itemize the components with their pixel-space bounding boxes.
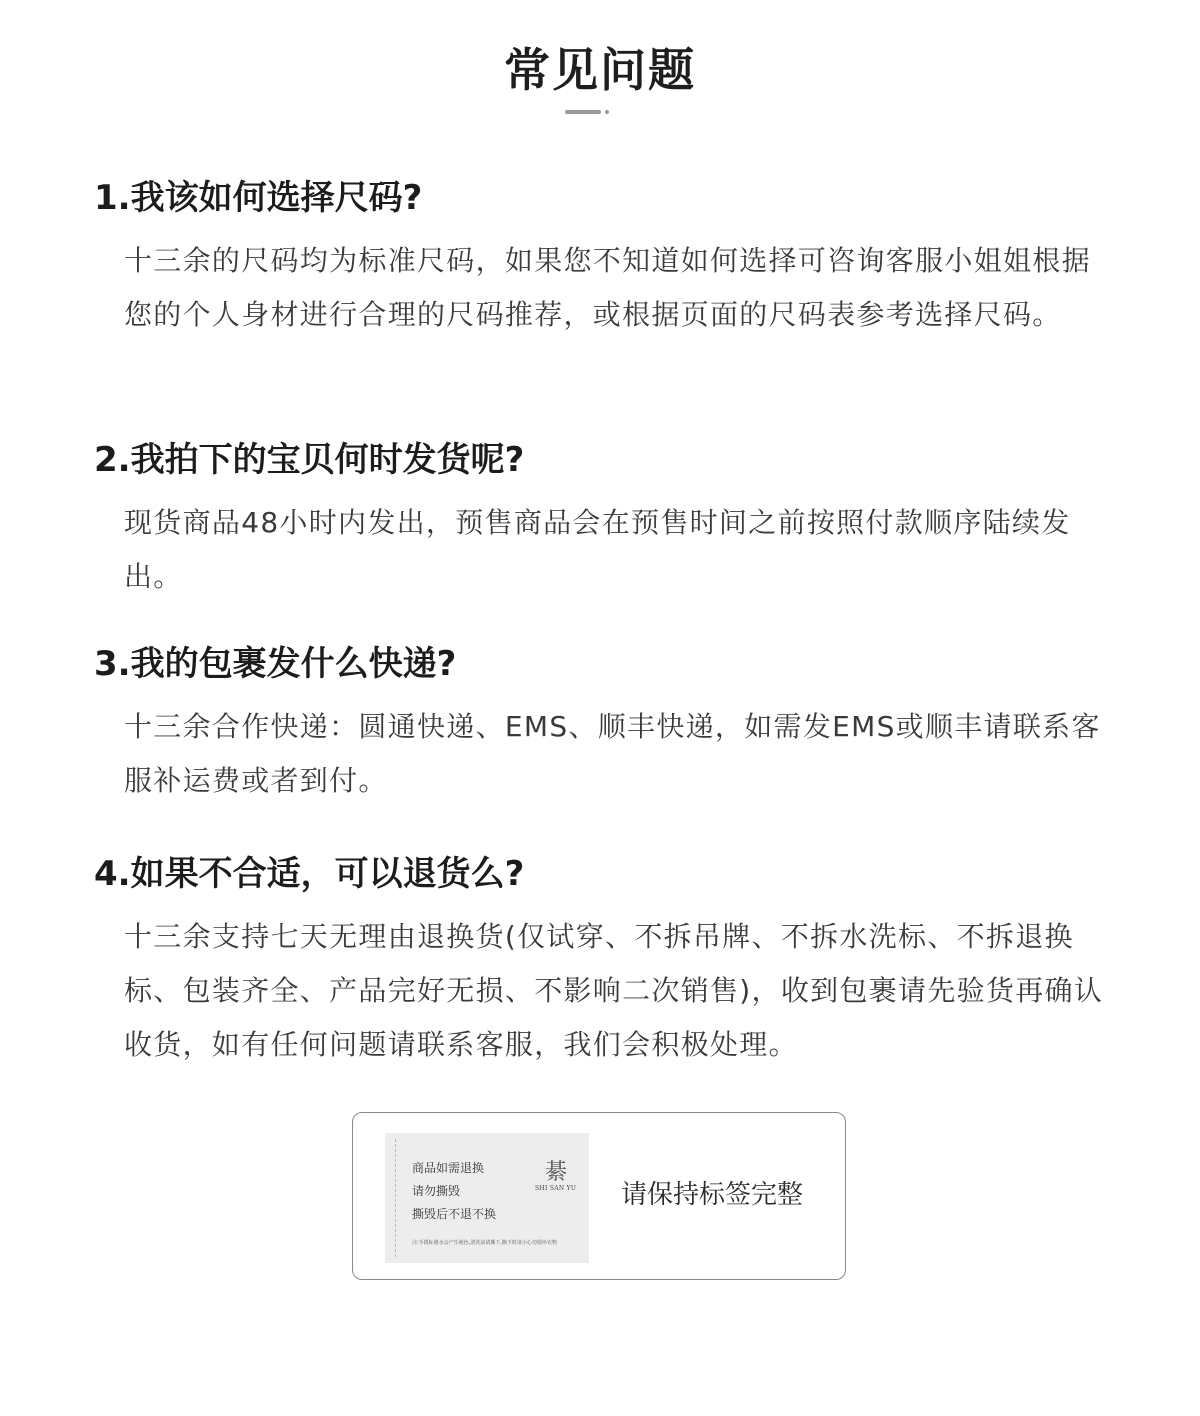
tag-line: 撕毁后不退不换 [412,1207,497,1221]
faq-question: 4.如果不合适，可以退货么? [94,854,525,894]
tag-line: 商品如需退换 [412,1161,485,1175]
brand-logo-text: SHI SAN YU [535,1185,577,1192]
faq-answer: 十三余的尺码均为标准尺码，如果您不知道如何选择可咨询客服小姐姐根据您的个人身材进行合理的尺码推荐，或根据页面的尺码表参考选择尺码。 [124,244,1091,331]
faq-answer: 十三余支持七天无理由退换货(仅试穿、不拆吊牌、不拆水洗标、不拆退换标、包装齐全、产品完好无损、不影响二次销售)，收到包裹请先验货再确认收货，如有任何问题请联系客服，我们会积极处理。 [124,920,1104,1061]
faq-question: 1.我该如何选择尺码? [94,178,423,218]
tag-text-lines [412,1157,496,1226]
tag-line: 请勿撕毁 [412,1184,461,1198]
faq-item-courier [94,642,1114,808]
underline-bar [565,110,601,114]
faq-item-shipping-time [94,438,1114,604]
title-underline-divider [565,110,611,115]
return-tag-card [352,1112,846,1280]
faq-question: 3.我的包裹发什么快递? [94,644,457,684]
faq-question: 2.我拍下的宝贝何时发货呢? [94,440,525,480]
perforation-line [395,1139,396,1257]
return-tag-image [385,1133,589,1263]
faq-item-returns [94,852,1114,1072]
tag-note: 注:手摸标遇水会产生褪色,清洗前请撕下,撕下时请小心勿损坏衣物 [412,1240,557,1246]
faq-answer: 十三余合作快递：圆通快递、EMS、顺丰快递，如需发EMS或顺丰请联系客服补运费或者到付。 [124,710,1101,797]
page-title: 常见问题 [504,43,696,97]
brand-logo-icon: 綦 [545,1160,568,1185]
tag-caption: 请保持标签完整 [621,1180,804,1210]
underline-dot [605,110,609,114]
faq-answer: 现货商品48小时内发出，预售商品会在预售时间之前按照付款顺序陆续发出。 [124,506,1071,593]
faq-item-size [94,176,1114,342]
